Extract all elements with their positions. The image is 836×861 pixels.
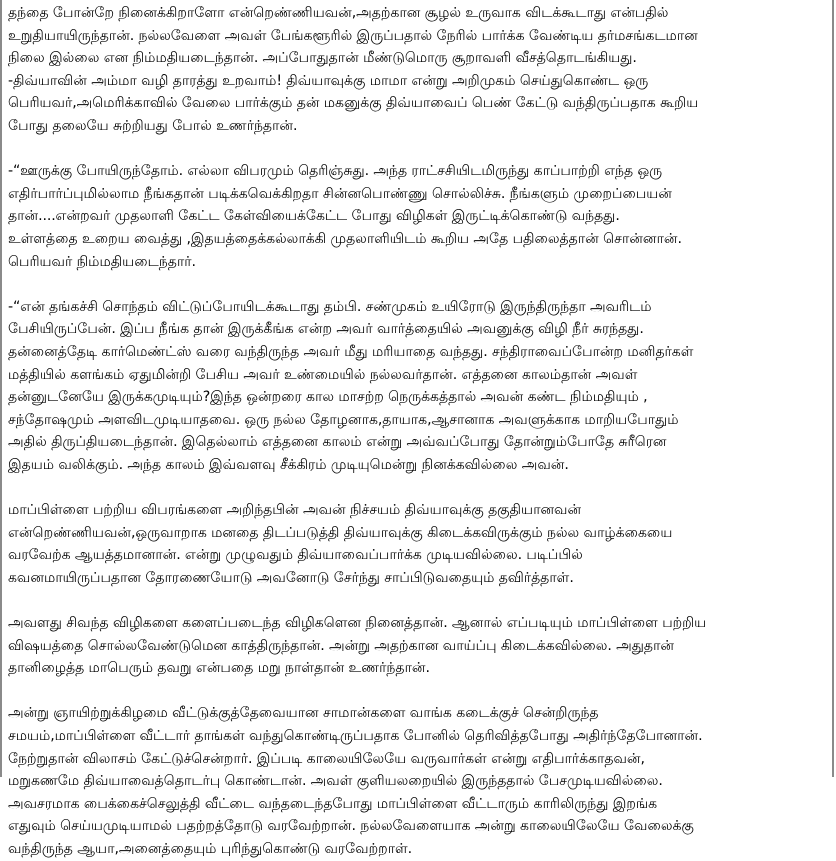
paragraph-5	[8, 612, 830, 680]
text-line: அதில் திருப்தியடைந்தான். இதெல்லாம் எத்தனை காலம் என்று அவ்வப்போது தோன்றும்போதே சுரீரென	[8, 434, 667, 451]
text-line: அவளது சிவந்த விழிகளை களைப்படைந்த விழிகளென நினைத்தான். ஆனால் எப்படியும் மாப்பிள்ளை பற்றிய	[8, 615, 707, 632]
text-line: -“ஊருக்கு போயிருந்தோம். எல்லா விபரமும் தெரிஞ்சுது. அந்த ராட்சசியிடமிருந்து காப்பாற்றி எந்த ஒரு	[8, 163, 663, 180]
text-line: இதயம் வலிக்கும். அந்த காலம் இவ்வளவு சீக்கிரம் முடியுமென்று நினக்கவில்லை அவன்.	[8, 456, 569, 473]
text-line: எதிர்பார்ப்புமில்லாம நீங்கதான் படிக்கவெக்கிறதா சின்னபொண்ணு சொல்லிச்சு. நீங்களும் முறைப்பையன்	[8, 185, 672, 202]
text-line: வந்திருந்த ஆயா,அனைத்தையும் புரிந்துகொண்டு வரவேற்றாள்.	[8, 840, 413, 857]
text-line: விஷயத்தை சொல்லவேண்டுமென காத்திருந்தான். அன்று அதற்கான வாய்ப்பு கிடைக்கவில்லை. அதுதான்	[8, 637, 675, 654]
story-text	[8, 2, 830, 861]
paragraph-6	[8, 702, 830, 860]
text-line: தந்தை போன்றே நினைக்கிறாளோ என்றெண்ணியவன்,அதற்கான சூழல் உருவாக விடக்கூடாது என்பதில்	[8, 5, 669, 21]
text-line: எதுவும் செய்யமுடியாமல் பதற்றத்தோடு வரவேற்றான். நல்லவேளையாக அன்று காலையிலேயே வேலைக்கு	[8, 818, 694, 835]
text-line: உறுதியாயிருந்தான். நல்லவேளை அவள் பேங்களூரில் இருப்பதால் நேரில் பார்க்க வேண்டிய தர்மசங்கடமான	[8, 27, 698, 44]
text-line: வரவேற்க ஆயத்தமானான். என்று முழுவதும் திவ்யாவைப்பார்க்க முடியவில்லை. படிப்பில்	[8, 547, 583, 564]
paragraph-1	[8, 2, 830, 138]
text-line: நிலை இல்லை என நிம்மதியடைந்தான். அப்போதுதான் மீண்டுமொரு சூறாவளி வீசத்தொடங்கியது.	[8, 50, 637, 67]
text-line: சமயம்,மாப்பிள்ளை வீட்டார் தாங்கள் வந்துகொண்டிருப்பதாக போனில் தெரிவித்தபோது அதிர்ந்தேபோனான்.	[8, 728, 703, 744]
paragraph-3	[8, 296, 830, 477]
text-line: தான்....என்றவர் முதலாளி கேட்ட கேள்வியைக்கேட்ட போது விழிகள் இருட்டிக்கொண்டு வந்தது.	[8, 208, 620, 225]
text-line: -திவ்யாவின் அம்மா வழி தாரத்து உறவாம்! திவ்யாவுக்கு மாமா என்று அறிமுகம் செய்துகொண்ட ஒரு	[8, 72, 649, 89]
text-line: தன்னைத்தேடி கார்மெண்ட்ஸ் வரை வந்திருந்த அவர் மீது மரியாதை வந்தது. சந்திராவைப்போன்ற மனிதர்கள்	[8, 343, 694, 360]
text-line: உள்ளத்தை உறைய வைத்து ,இதயத்தைக்கல்லாக்கி முதலாளியிடம் கூறிய அதே பதிலைத்தான் சொன்னான்.	[8, 230, 682, 247]
text-line: அவசரமாக பைக்கைச்செலுத்தி வீட்டை வந்தடைந்தபோது மாப்பிள்ளை வீட்டாரும் காரிலிருந்து இறங்க	[8, 795, 658, 812]
text-line: பேசியிருப்பேன். இப்ப நீங்க தான் இருக்கீங்க என்ற அவர் வார்த்தையில் அவனுக்கு விழி நீர் சுரந்தது.	[8, 321, 644, 338]
text-line: மறுகணமே திவ்யாவைத்தொடர்பு கொண்டான். அவள் குளியலறையில் இருந்ததால் பேசமுடியவில்லை.	[8, 773, 663, 790]
text-line: போது தலையே சுற்றியது போல் உணர்ந்தான்.	[8, 117, 298, 134]
text-line: மத்தியில் களங்கம் ஏதுமின்றி பேசிய அவர் உண்மையில் நல்லவர்தான். எத்தனை காலம்தான் அவள்	[8, 366, 638, 383]
paragraph-4	[8, 499, 830, 589]
text-line: அன்று ஞாயிற்றுக்கிழமை வீட்டுக்குத்தேவையான சாமான்களை வாங்க கடைக்குச் சென்றிருந்த	[8, 705, 599, 722]
text-line: என்றெண்ணியவன்,ஒருவாறாக மனதை திடப்படுத்தி திவ்யாவுக்கு கிடைக்கவிருக்கும் நல்ல வாழ்க்கையை	[8, 524, 673, 541]
text-line: மாப்பிள்ளை பற்றிய விபரங்களை அறிந்தபின் அவன் நிச்சயம் திவ்யாவுக்கு தகுதியானவன்	[8, 502, 582, 519]
text-line: கவனமாயிருப்பதான தோரணையோடு அவனோடு சேர்ந்து சாப்பிடுவதையும் தவிர்த்தாள்.	[8, 569, 574, 586]
text-line: பெரியவர்,அமெரிக்காவில் வேலை பார்க்கும் தன் மகனுக்கு திவ்யாவைப் பெண் கேட்டு வந்திருப்பதாக கூறிய	[8, 95, 699, 112]
paragraph-2	[8, 160, 830, 273]
text-line: சந்தோஷமும் அளவிடமுடியாதவை. ஒரு நல்ல தோழனாக,தாயாக,ஆசானாக அவளுக்காக மாறியபோதும்	[8, 411, 679, 428]
text-line: தானிழைத்த மாபெரும் தவறு என்பதை மறு நாள்தான் உணர்ந்தான்.	[8, 660, 430, 677]
text-line: நேற்றுதான் விலாசம் கேட்டுச்சென்றார். இப்படி காலையிலேயே வருவார்கள் என்று எதிபார்க்காதவன்,	[8, 750, 645, 767]
text-line: பெரியவர் நிம்மதியடைந்தார்.	[8, 253, 196, 270]
text-line: தன்னுடனேயே இருக்கமுடியும்?இந்த ஒன்றரை கால மாசற்ற நெருக்கத்தால் அவன் கண்ட நிம்மதியும் ,	[8, 389, 648, 406]
text-line: -“என் தங்கச்சி சொந்தம் விட்டுப்போயிடக்கூடாது தம்பி. சண்முகம் உயிரோடு இருந்திருந்தா அவரிடம்	[8, 298, 652, 315]
